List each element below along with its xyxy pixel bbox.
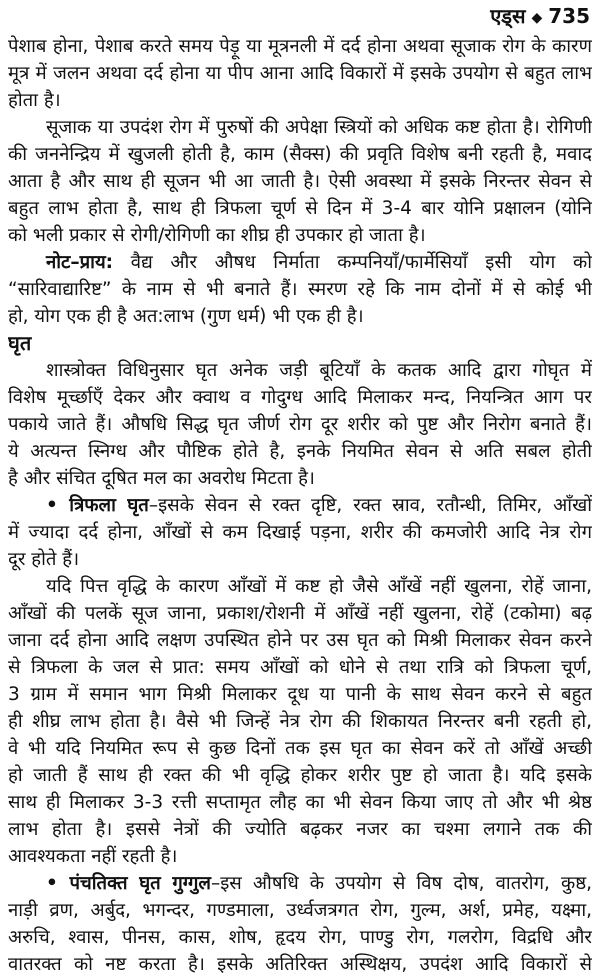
line-text: की जननेन्द्रिय में खुजली होती है, काम (सैक्स) की प्रवृति विशेष बनी रहती है, मवाद	[8, 144, 592, 165]
line-text: अरुचि, श्वास, पीनस, कास, शोष, हृदय रोग, पाण्डु रोग, गलरोग, विद्रधि और	[8, 927, 592, 948]
text-line	[8, 789, 592, 816]
section-heading	[8, 330, 592, 357]
line-text: –इस औषधि के उपयोग से विष दोष, वातरोग, कुष्ठ,	[210, 873, 592, 894]
text-line	[8, 276, 592, 303]
line-text: है और संचित दूषित मल का अवरोध मिटता है।	[8, 468, 315, 489]
line-text: हो, योग एक ही है अत:लाभ (गुण धर्म) भी एक ही है।	[8, 306, 364, 327]
text-line	[8, 33, 592, 60]
text-line	[8, 573, 592, 600]
line-text: आँखों की पलकें सूज जाना, प्रकाश/रोशनी में आँखें नहीं खुलना, रोहें (टकोमा) बढ़	[8, 603, 592, 624]
text-line	[8, 492, 592, 519]
text-line	[8, 708, 592, 735]
text-line	[8, 870, 592, 897]
text-line	[8, 600, 592, 627]
line-text: वातरक्त को नष्ट करता है। इसके अतिरिक्त अस्थिक्षय, उपदंश आदि विकारों से	[8, 954, 592, 975]
line-text: –इसके सेवन से रक्त दृष्टि, रक्त स्राव, रतौन्धी, तिमिर, आँखों	[148, 495, 592, 516]
text-line	[8, 87, 592, 114]
text-line	[8, 249, 592, 276]
text-line	[8, 438, 592, 465]
text-line	[8, 951, 592, 978]
running-header	[490, 2, 590, 29]
text-line	[8, 465, 592, 492]
bold-lead: • पंचतिक्त घृत गुग्गुल	[46, 873, 211, 894]
line-text: पेशाब होना, पेशाब करते समय पेड़ू या मूत्रनली में दर्द होना अथवा सूजाक रोग के कारण	[8, 36, 592, 57]
line-text: दूर होते हैं।	[8, 549, 80, 570]
text-line	[8, 411, 592, 438]
line-text: आवश्यकता नहीं रहती है।	[8, 846, 178, 867]
line-text: घृत	[8, 331, 32, 355]
line-text: पकाये जाते हैं। औषधि सिद्ध घृत जीर्ण रोग दूर शरीर को पुष्ट और निरोग बनाते हैं।	[8, 414, 592, 435]
line-text: ये अत्यन्त स्निग्ध और पौष्टिक होते है, इनके नियमित सेवन से अति सबल होती	[8, 441, 592, 462]
line-text: मूत्र में जलन अथवा दर्द होना या पीप आना आदि विकारों में इसके उपयोग से बहुत लाभ	[8, 63, 592, 84]
line-text: होता है।	[8, 90, 61, 111]
text-line	[8, 222, 592, 249]
text-line	[8, 681, 592, 708]
line-text: “सारिवाद्यारिष्ट” के नाम से भी बनाते हैं। स्मरण रहे कि नाम दोनों में से कोई भी	[8, 279, 592, 300]
text-line	[8, 654, 592, 681]
text-line	[8, 168, 592, 195]
line-text: हो जाती हैं साथ ही रक्त की भी वृद्धि होकर शरीर पुष्ट हो जाता है। यदि इसके	[8, 765, 592, 786]
text-line	[8, 384, 592, 411]
text-line	[8, 735, 592, 762]
bold-lead: • त्रिफला घृत	[46, 495, 149, 516]
line-text: लाभ होता है। इससे नेत्रों की ज्योति बढ़कर नजर का चश्मा लगाने तक की	[8, 819, 592, 840]
line-text: साथ ही मिलाकर 3-3 रत्ती सप्तामृत लौह का भी सेवन किया जाए तो और भी श्रेष्ठ	[8, 792, 592, 813]
line-text: से त्रिफला के जल से प्रात: समय आँखों को धोने से तथा रात्रि को त्रिफला चूर्ण,	[8, 657, 592, 678]
text-line	[8, 195, 592, 222]
line-text: जाना दर्द होना आदि लक्षण उपस्थित होने पर उस घृत को मिश्री मिलाकर सेवन करने	[8, 630, 592, 651]
text-line	[8, 546, 592, 573]
page-body	[8, 33, 592, 978]
line-text: आता है और साथ ही सूजन भी आ जाती है। ऐसी अवस्था में इसके निरन्तर सेवन से	[8, 171, 592, 192]
text-line	[8, 519, 592, 546]
text-line	[8, 816, 592, 843]
line-text: सूजाक या उपदंश रोग में पुरुषों की अपेक्षा स्त्रियों को अधिक कष्ट होता है। रोगिणी	[46, 117, 592, 138]
header-title: एड्स	[490, 4, 526, 28]
text-line	[8, 627, 592, 654]
line-text: ही शीघ्र लाभ होता है। वैसे भी जिन्हें नेत्र रोग की शिकायत निरन्तर बनी रहती हो,	[8, 711, 592, 732]
line-text: विशेष मूर्च्छाएँ देकर और क्वाथ व गोदुग्ध आदि मिलाकर मन्द, नियन्त्रित आग पर	[8, 387, 592, 408]
line-text: शास्त्रोक्त विधिनुसार घृत अनेक जड़ी बूटियाँ के कतक आदि द्वारा गोघृत में	[46, 360, 592, 381]
line-text: को भली प्रकार से रोगी/रोगिणी का शीघ्र ही उपकार हो जाता है।	[8, 225, 426, 246]
text-line	[8, 357, 592, 384]
text-line	[8, 60, 592, 87]
text-line	[8, 114, 592, 141]
text-line	[8, 141, 592, 168]
line-text: वैद्य और औषध निर्माता कम्पनियाँ/फार्मेसियाँ इसी योग को	[113, 252, 592, 273]
line-text: 3 ग्राम में समान भाग मिश्री मिलाकर दूध या पानी के साथ सेवन करने से बहुत	[8, 684, 592, 705]
line-text: वे भी यदि नियमित रूप से कुछ दिनों तक इस घृत का सेवन करें तो आँखें अच्छी	[8, 738, 592, 759]
text-line	[8, 924, 592, 951]
line-text: यदि पित्त वृद्धि के कारण आँखों में कष्ट हो जैसे आँखें नहीं खुलना, रोहें जाना,	[46, 576, 592, 597]
diamond-separator-icon: ◆	[531, 9, 543, 26]
text-line	[8, 843, 592, 870]
bold-lead: नोट–प्राय:	[46, 252, 114, 273]
line-text: नाड़ी व्रण, अर्बुद, भगन्दर, गण्डमाला, उर्ध्वजत्रगत रोग, गुल्म, अर्श, प्रमेह, यक्ष्मा,	[8, 900, 592, 921]
text-line	[8, 762, 592, 789]
line-text: में ज्यादा दर्द होना, आँखों से कम दिखाई पड़ना, शरीर की कमजोरी आदि नेत्र रोग	[8, 522, 592, 543]
page-number: 735	[548, 4, 590, 28]
line-text: बहुत लाभ होता है, साथ ही त्रिफला चूर्ण से दिन में 3-4 बार योनि प्रक्षालन (योनि	[8, 198, 592, 219]
text-line	[8, 897, 592, 924]
text-line	[8, 303, 592, 330]
